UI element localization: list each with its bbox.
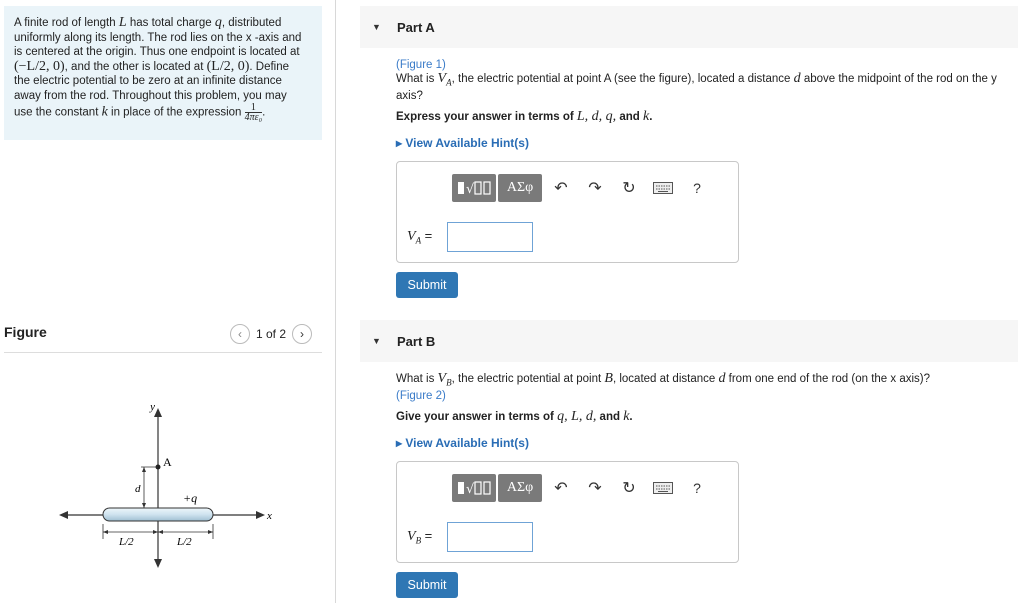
instruction-text: . — [629, 411, 633, 423]
var-v: V — [437, 71, 447, 86]
x-axis-arrow-left — [59, 511, 68, 519]
problem-text: away from the rod. Throughout this problem, you may — [14, 89, 287, 102]
figure-title: Figure — [4, 324, 47, 340]
problem-text: the electric potential to be zero at an infinite distance — [14, 75, 282, 87]
submit-button[interactable]: Submit — [396, 572, 458, 598]
var-v-sub: B — [446, 377, 452, 388]
help-icon[interactable]: ? — [693, 480, 701, 496]
dim-arrow-left — [103, 530, 108, 534]
chevron-right-icon[interactable]: › — [292, 324, 312, 344]
instruction-text: Give your answer in terms of — [396, 411, 558, 423]
instruction-var-k: k — [643, 109, 650, 124]
var-b: B — [604, 371, 613, 386]
chevron-left-icon[interactable]: ‹ — [230, 324, 250, 344]
x-axis-label: x — [267, 510, 272, 522]
column-divider — [335, 0, 336, 603]
distance-d-label: d — [135, 483, 141, 495]
var-q: q — [214, 15, 222, 30]
problem-text: is centered at the origin. Thus one endpoint is located at — [14, 46, 300, 58]
problem-text: , and the other is located at — [64, 60, 207, 73]
y-axis-arrow-down — [154, 559, 162, 568]
instruction-vars: L, d, q, — [576, 109, 617, 124]
distance-d-arrow-top — [142, 467, 146, 472]
help-icon[interactable]: ? — [693, 180, 701, 196]
hint-link[interactable]: View Available Hint(s) — [405, 136, 529, 150]
question-text: axis? — [396, 90, 423, 103]
part-a-title: Part A — [397, 20, 435, 35]
hint-link[interactable]: View Available Hint(s) — [405, 436, 529, 450]
y-axis-label: y — [150, 401, 155, 413]
dim-arrow-right — [208, 530, 213, 534]
var-k: k — [101, 104, 108, 120]
answer-label — [407, 228, 432, 246]
figure-2-link[interactable]: (Figure 2) — [396, 390, 446, 403]
redo-icon[interactable]: ↷ — [588, 480, 602, 497]
instruction-vars: q, L, d, — [557, 409, 597, 424]
keyboard-icon[interactable] — [646, 474, 680, 502]
answer-input[interactable] — [447, 522, 533, 552]
math-toolbar — [452, 174, 714, 202]
var-L: L — [118, 15, 127, 30]
part-a-question — [396, 72, 1016, 103]
part-b-instruction — [396, 410, 633, 424]
x-axis-arrow-right — [256, 511, 265, 519]
instruction-text: . — [649, 111, 653, 123]
answer-var: V — [407, 229, 416, 244]
problem-statement — [4, 6, 322, 140]
instruction-text: and — [616, 111, 644, 123]
half-length-left-label: L/2 — [119, 536, 134, 548]
rod-charge-label: +q — [183, 491, 198, 505]
keyboard-icon[interactable] — [646, 174, 680, 202]
submit-button[interactable]: Submit — [396, 272, 458, 298]
part-a-figure-link[interactable] — [396, 58, 446, 72]
fraction-numerator: 1 — [245, 103, 262, 113]
templates-icon[interactable] — [452, 474, 496, 502]
instruction-text: Express your answer in terms of — [396, 111, 577, 123]
endpoint-left: (−L/2, 0) — [14, 58, 65, 74]
answer-var: V — [407, 529, 416, 544]
part-a-header[interactable] — [360, 6, 1018, 48]
reset-icon[interactable]: ↻ — [622, 180, 636, 197]
charged-rod — [103, 508, 213, 521]
var-v-sub: A — [446, 77, 452, 88]
part-b-answer-box — [396, 461, 739, 563]
svg-text:√: √ — [466, 182, 475, 197]
half-length-right-label: L/2 — [177, 536, 192, 548]
problem-text: . — [262, 106, 266, 119]
dim-arrow-mid-right — [158, 530, 163, 534]
problem-text: , distributed — [221, 17, 282, 29]
answer-equals: = — [421, 528, 433, 543]
instruction-text: and — [596, 411, 624, 423]
rod-figure — [55, 398, 285, 573]
y-axis-arrow-up — [154, 408, 162, 417]
reset-icon[interactable]: ↻ — [622, 480, 636, 497]
var-d: d — [718, 371, 726, 386]
collapse-triangle-icon[interactable]: ▼ — [372, 22, 381, 32]
answer-input[interactable] — [447, 222, 533, 252]
figure-1-link[interactable]: (Figure 1) — [396, 59, 446, 71]
fraction-denominator: 4πε₀ — [244, 112, 263, 123]
question-text: from one end of the rod (on the x axis)? — [725, 373, 931, 385]
question-text: What is — [396, 73, 438, 85]
answer-equals: = — [421, 228, 433, 243]
var-d: d — [793, 71, 801, 86]
question-text: , located at distance — [612, 373, 719, 385]
distance-d-arrow-bottom — [142, 503, 146, 508]
greek-icon[interactable]: ΑΣφ — [498, 474, 542, 502]
problem-text: has total charge — [126, 17, 215, 29]
part-b-header[interactable] — [360, 320, 1018, 362]
templates-icon[interactable] — [452, 174, 496, 202]
endpoint-right: (L/2, 0) — [206, 58, 250, 74]
problem-text: . Define — [249, 60, 290, 73]
part-b-hint-toggle[interactable] — [396, 436, 529, 451]
question-text: , the electric potential at point — [451, 373, 605, 385]
problem-text: uniformly along its length. The rod lies on the x -axis and — [14, 31, 302, 44]
collapse-triangle-icon[interactable]: ▼ — [372, 336, 381, 346]
svg-text:√: √ — [466, 482, 475, 497]
dim-arrow-mid-left — [153, 530, 158, 534]
coulomb-fraction — [245, 103, 262, 122]
answer-var-sub: B — [415, 535, 422, 546]
question-text: above the midpoint of the rod on the y — [800, 73, 997, 85]
part-b-title: Part B — [397, 334, 436, 349]
point-a-label: A — [163, 455, 172, 469]
problem-text: in place of the expression — [107, 106, 245, 119]
problem-text: use the constant — [14, 106, 102, 119]
greek-icon[interactable]: ΑΣφ — [498, 174, 542, 202]
part-a-hint-toggle[interactable] — [396, 136, 529, 151]
triangle-right-icon: ▸ — [396, 136, 406, 150]
figure-divider — [4, 352, 322, 353]
var-v: V — [437, 371, 447, 386]
answer-label — [407, 528, 432, 546]
figure-page-count: 1 of 2 — [256, 327, 287, 341]
undo-icon[interactable]: ↶ — [554, 480, 568, 497]
part-a-instruction — [396, 110, 652, 124]
part-b-question — [396, 372, 1016, 403]
undo-icon[interactable]: ↶ — [554, 180, 568, 197]
instruction-var-k: k — [623, 409, 630, 424]
question-text: , the electric potential at point A (see the figure), located a distance — [451, 73, 794, 85]
question-text: What is — [396, 373, 438, 385]
answer-var-sub: A — [415, 235, 422, 246]
problem-text: A finite rod of length — [14, 17, 119, 29]
triangle-right-icon: ▸ — [396, 436, 406, 450]
redo-icon[interactable]: ↷ — [588, 180, 602, 197]
figure-pager — [230, 324, 312, 344]
math-toolbar — [452, 474, 714, 502]
part-a-answer-box — [396, 161, 739, 263]
